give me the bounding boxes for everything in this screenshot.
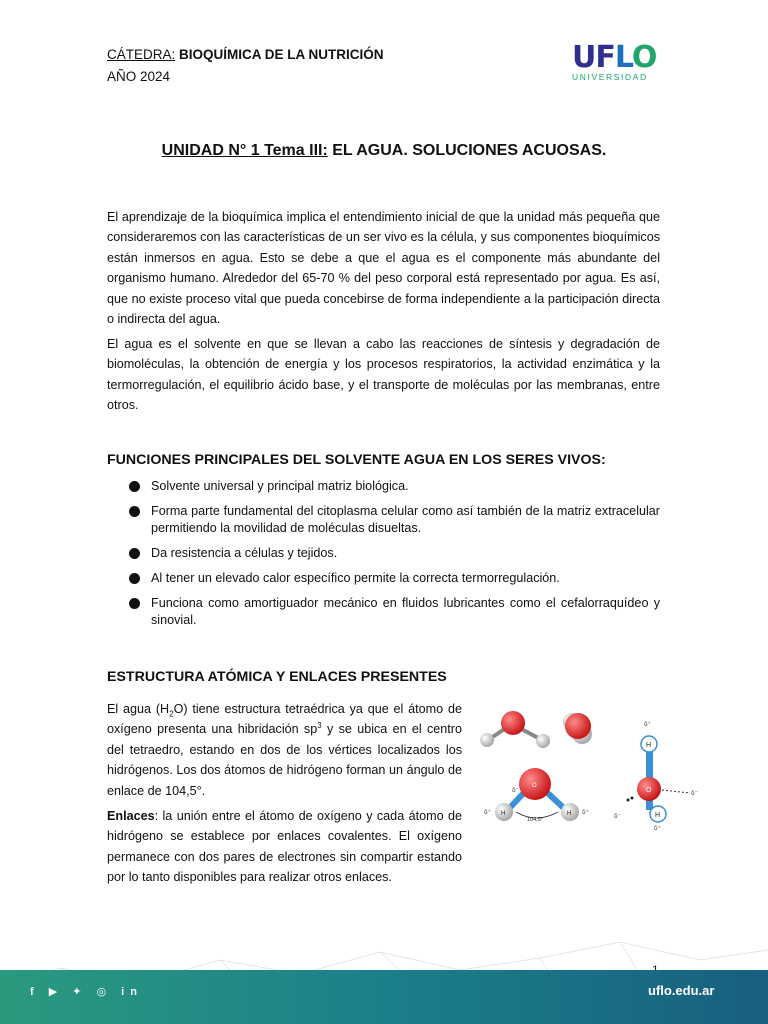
- bullet-icon: [129, 481, 140, 492]
- estructura-paragraph-1: [107, 699, 462, 801]
- vertical-polar-model: [627, 736, 691, 822]
- footer-decoration: [0, 930, 768, 1024]
- social-icons[interactable]: f ▶ ✦ ◎ in: [30, 986, 143, 998]
- delta-minus-right: δ⁻: [691, 790, 698, 797]
- catedra-label: CÁTEDRA:: [107, 47, 176, 62]
- list-item: [107, 595, 660, 629]
- bullet-icon: [129, 598, 140, 609]
- title-unit: UNIDAD N° 1 Tema III:: [161, 142, 328, 159]
- list-item: [107, 545, 660, 562]
- uflo-logo: [572, 42, 658, 86]
- hydrogen-label-left: H: [501, 811, 506, 817]
- list-item-text: Solvente universal y principal matriz biológica.: [151, 479, 409, 493]
- space-filling-model: [563, 713, 592, 744]
- year-line: AÑO 2024: [107, 69, 171, 84]
- delta-minus-left: δ⁻: [512, 787, 519, 794]
- list-item-text: Al tener un elevado calor específico permite la correcta termorregulación.: [151, 571, 560, 585]
- ball-stick-model: [480, 711, 550, 748]
- angle-label: 104,5°: [527, 817, 543, 823]
- bullet-icon: [129, 506, 140, 517]
- delta-minus-lower-left: δ⁻: [614, 813, 621, 820]
- estructura-paragraph-2: [107, 806, 462, 888]
- water-molecule-figure: [472, 700, 712, 840]
- intro-paragraph-1: El aprendizaje de la bioquímica implica el entendimiento inicial de que la unidad más pequeña que consideraremos con las características de un ser vivo es la célula, y sus componentes bioquímicos están inmersos en agua. Esto se debe a que el agua es el componente más abundante del organismo humano. Alrededor del 65-70 % del peso corporal está representado por agua. Es así, que no existe proceso vital que pueda concebirse de forma independiente a la participación directa o indirecta del agua.: [107, 210, 660, 327]
- hydrogen-label-top: H: [646, 742, 652, 749]
- p1-part-a: El agua (H: [107, 702, 170, 716]
- bullet-icon: [129, 548, 140, 559]
- list-item-text: Da resistencia a células y tejidos.: [151, 546, 338, 560]
- delta-plus-right: δ⁺: [582, 809, 589, 816]
- p1-part-c: y se ubica en el centro del tetraedro, estando en dos de los vértices localizados los hidrógenos. Los dos átomos de hidrógeno forman un ángulo de enlace de 104,5°.: [107, 722, 463, 798]
- funciones-heading: [107, 452, 606, 468]
- list-item-text: Forma parte fundamental del citoplasma celular como así también de la matriz extracelular permitiendo la movilidad de moléculas disueltas.: [151, 504, 660, 535]
- list-item-text: Funciona como amortiguador mecánico en fluidos lubricantes como el cefalorraquídeo y sinovial.: [151, 596, 660, 627]
- enlaces-label: Enlaces: [107, 809, 155, 823]
- delta-plus-bottom: δ⁺: [654, 825, 661, 832]
- logo-sub: UNIVERSIDAD: [572, 72, 648, 82]
- list-item: [107, 503, 660, 537]
- hydrogen-label-bottom: H: [655, 812, 661, 819]
- intro-paragraph-2: El agua es el solvente en que se llevan a cabo las reacciones de síntesis y degradación de biomoléculas, la obtención de energía y los procesos respiratorios, la actividad enzimática y la termorregulación, el equilibrio ácido base, y el transporte de moléculas por las membranas, entre otros.: [107, 337, 660, 413]
- funciones-list: [107, 478, 660, 637]
- document-header: [107, 44, 384, 88]
- p1-subscript: 2: [169, 709, 174, 719]
- list-item: [107, 570, 660, 587]
- p1-part-b: O) tiene estructura tetraédrica ya que el átomo de oxígeno presenta una hibridación sp: [107, 702, 462, 737]
- title-rest: EL AGUA. SOLUCIONES ACUOSAS.: [327, 142, 607, 159]
- delta-plus-left: δ⁺: [484, 809, 491, 816]
- hydrogen-label-right: H: [567, 811, 572, 817]
- enlaces-text: : la unión entre el átomo de oxígeno y cada átomo de hidrógeno se establece por enlaces covalentes. El oxígeno permanece con dos pares de electrones sin compartir estando por lo tanto disponibles para realizar otros enlaces.: [107, 809, 462, 885]
- p1-superscript: 3: [317, 721, 322, 731]
- list-item: [107, 478, 660, 495]
- oxygen-label: O: [532, 783, 537, 789]
- footer-site-link[interactable]: uflo.edu.ar: [648, 983, 715, 998]
- funciones-heading-colon: :: [601, 452, 606, 468]
- estructura-heading: ESTRUCTURA ATÓMICA Y ENLACES PRESENTES: [107, 669, 447, 685]
- funciones-heading-text: FUNCIONES PRINCIPALES DEL SOLVENTE AGUA EN LOS SERES VIVOS: [107, 452, 602, 468]
- catedra-line: [107, 44, 384, 66]
- page-title: [0, 142, 768, 160]
- oxygen-label-right: O: [646, 787, 652, 794]
- catedra-value: BIOQUÍMICA DE LA NUTRICIÓN: [179, 47, 384, 62]
- logo-brand: UFLO: [572, 40, 657, 75]
- bullet-icon: [129, 573, 140, 584]
- delta-plus-top: δ⁺: [644, 721, 651, 728]
